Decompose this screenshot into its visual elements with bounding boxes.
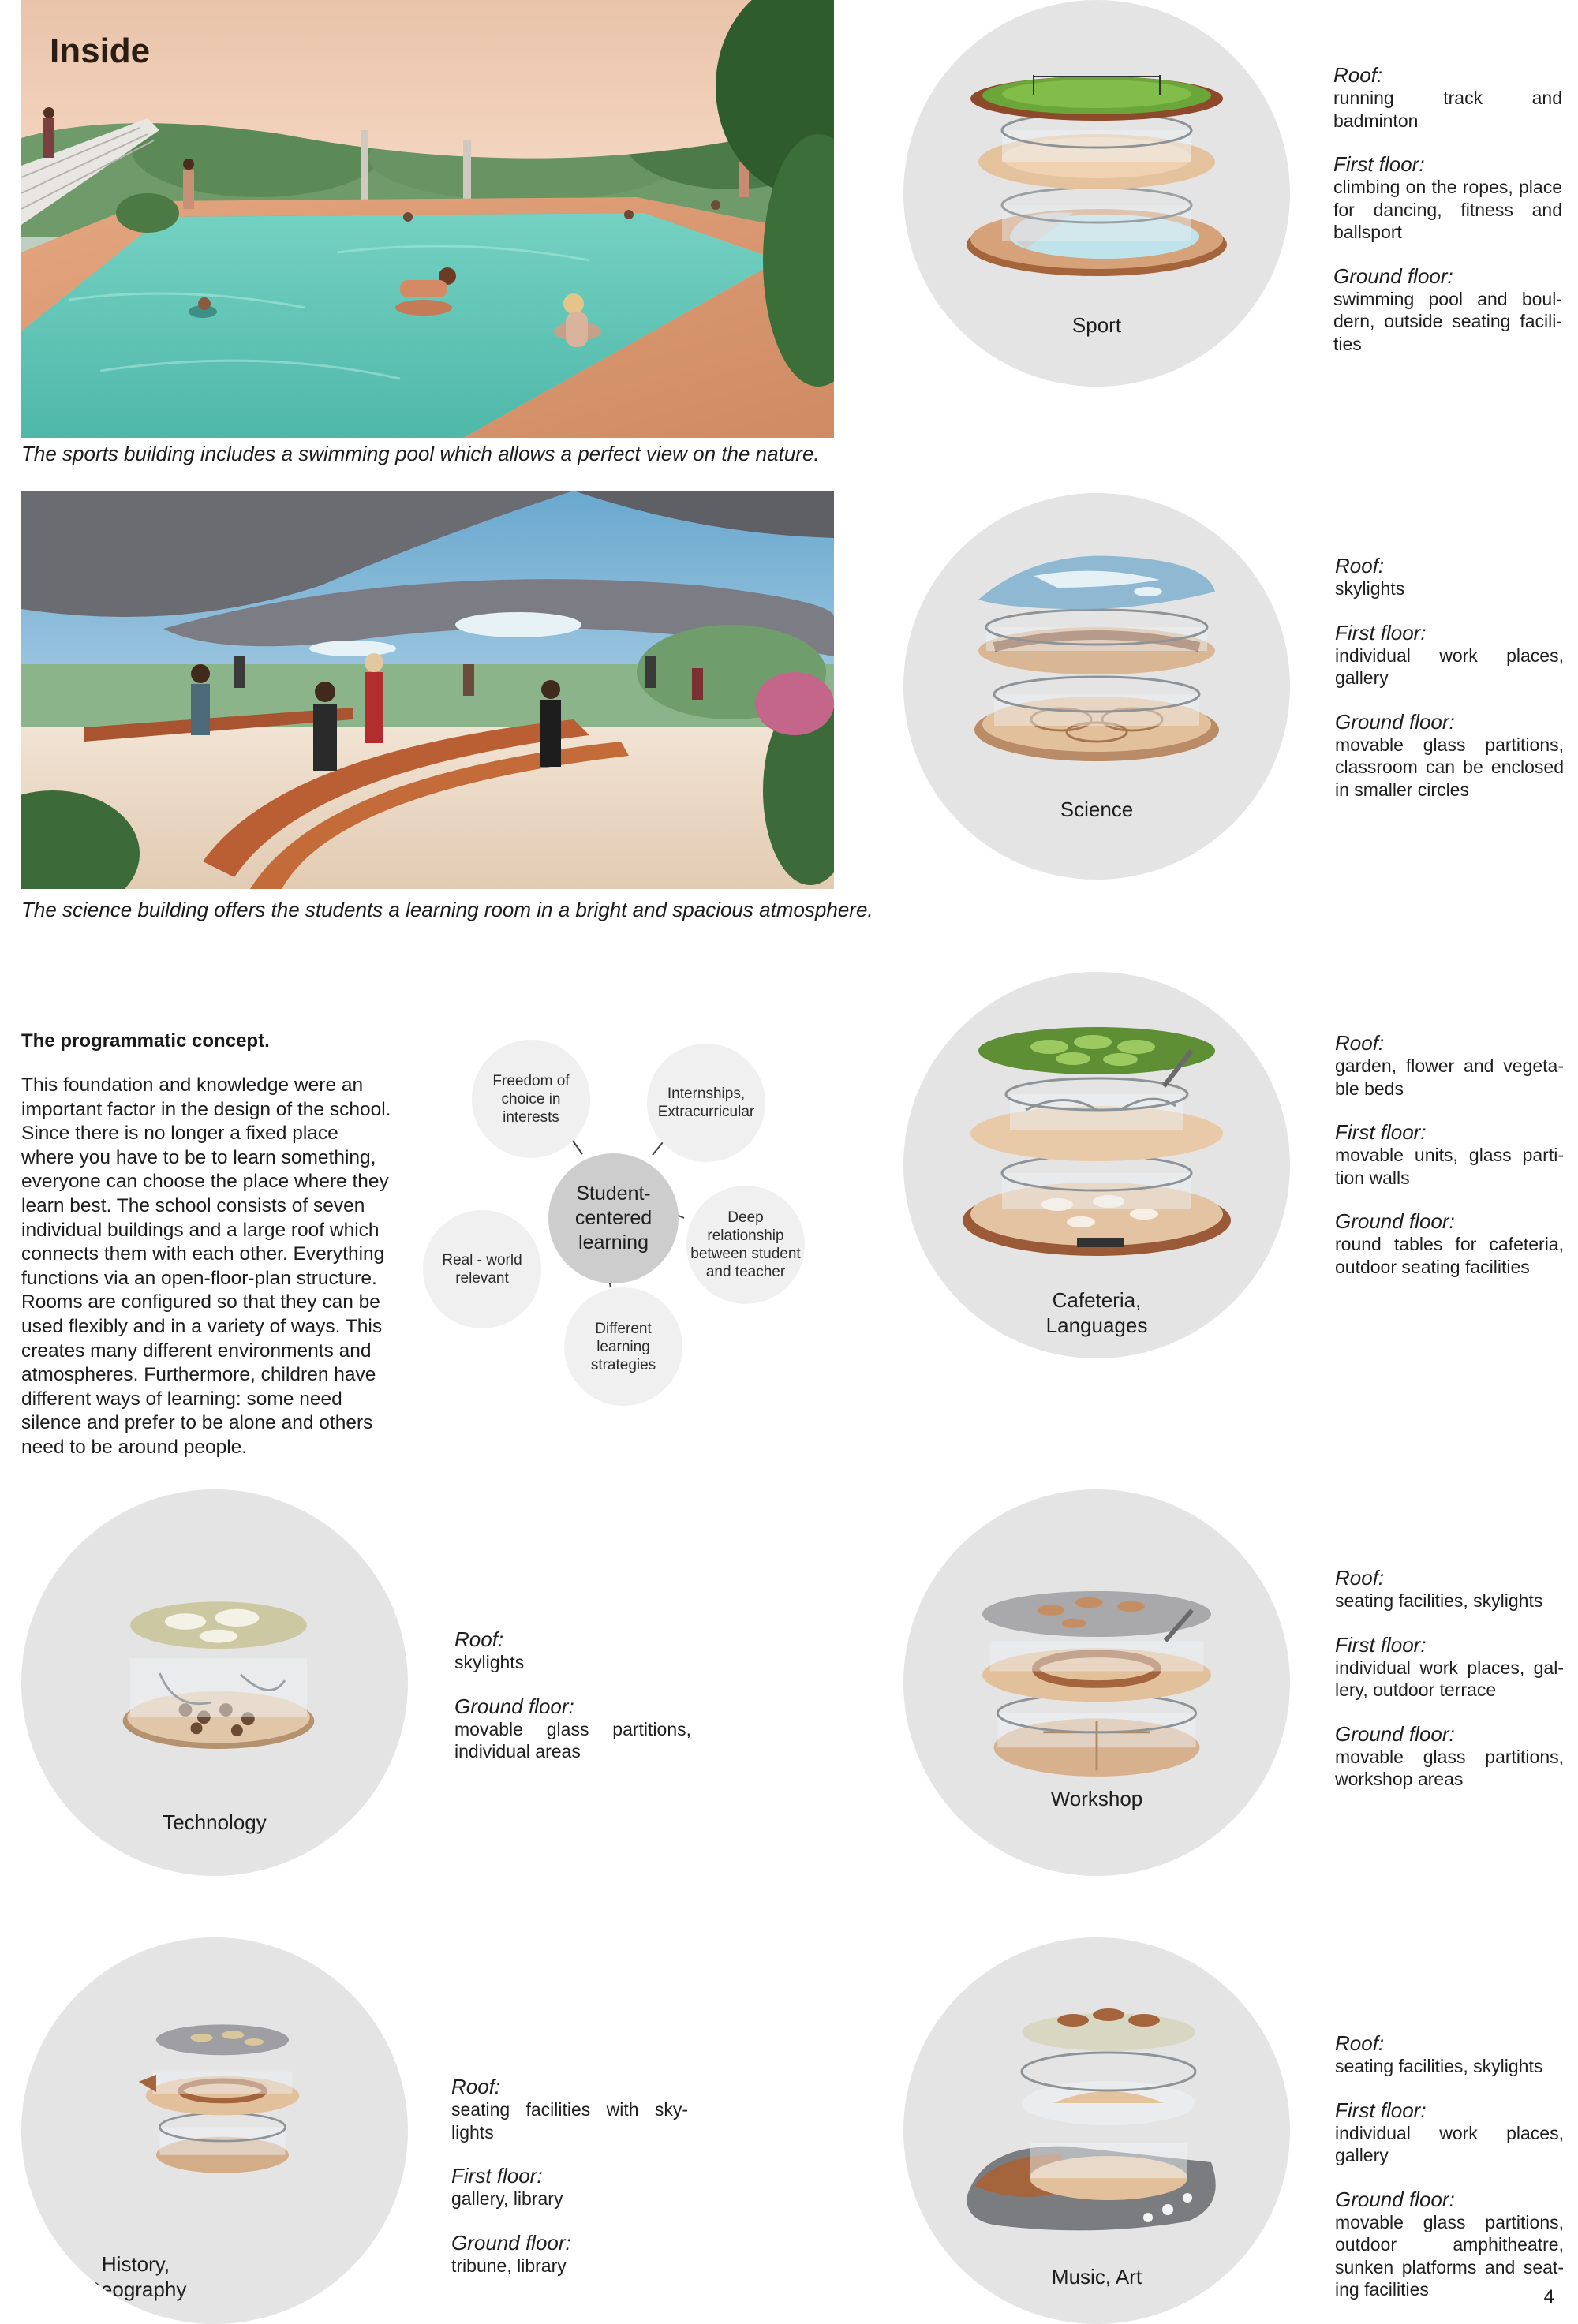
floor-level: First floor: xyxy=(1335,620,1427,645)
floor-level: Ground floor: xyxy=(1335,1209,1455,1233)
cafeteria-building-circle xyxy=(903,972,1290,1358)
sport-exploded-model xyxy=(939,59,1255,296)
bubble-line: strategies xyxy=(590,1356,656,1373)
workshop-label: Workshop xyxy=(1050,1787,1143,1810)
floor-level: First floor: xyxy=(1335,1632,1427,1657)
concept-heading: The programmatic concept. xyxy=(21,1030,270,1052)
technology-exploded-model xyxy=(108,1592,329,1762)
floor-text: seating facilities, skylights xyxy=(1335,2056,1543,2076)
music-building-circle xyxy=(903,1937,1290,2324)
bubble-line: Freedom of xyxy=(492,1072,570,1089)
bubble-line: between student xyxy=(690,1246,801,1262)
music-description xyxy=(1335,2031,1564,2322)
science-description xyxy=(1335,554,1564,821)
bubble-line: learning xyxy=(578,1231,649,1254)
floor-text: garden, flower and vegeta-ble beds xyxy=(1335,1056,1564,1099)
page-number: 4 xyxy=(1543,2286,1554,2307)
workshop-exploded-model xyxy=(959,1568,1235,1797)
bubble-line: Student- xyxy=(576,1183,651,1205)
cafeteria-description xyxy=(1335,1031,1564,1298)
floor-text: running track and badminton xyxy=(1333,88,1562,131)
floor-level: Roof: xyxy=(1335,1566,1385,1590)
floor-level: First floor: xyxy=(1333,152,1425,176)
floor-text: gallery, library xyxy=(451,2188,563,2209)
music-roof xyxy=(1335,2031,1564,2078)
floor-text: individual work places, gallery xyxy=(1335,645,1564,688)
floor-text: skylights xyxy=(1335,578,1405,599)
floor-text: tribune, library xyxy=(451,2255,567,2276)
bubble-line: Deep xyxy=(727,1209,764,1226)
floor-text: round tables for cafeteria, outdoor seating facilities xyxy=(1335,1234,1564,1277)
floor-text: individual work places, gallery xyxy=(1335,2122,1564,2165)
sport-description xyxy=(1333,63,1562,376)
floor-level: Ground floor: xyxy=(1335,2187,1455,2211)
floor-level: First floor: xyxy=(1335,2098,1427,2122)
history-first-floor xyxy=(451,2164,688,2210)
cafeteria-label xyxy=(903,1287,1290,1338)
bubble-line: interests xyxy=(503,1108,559,1126)
floor-text: individual work places, gal-lery, outdoor terrace xyxy=(1335,1657,1564,1700)
music-ground-floor xyxy=(1335,2188,1564,2301)
bubble-freedom-of-choice xyxy=(472,1040,590,1158)
floor-text: movable glass partitions, individual areas xyxy=(454,1718,691,1762)
sport-photo-caption: The sports building includes a swimming pool which allows a perfect view on the nature. xyxy=(21,442,820,465)
technology-roof xyxy=(454,1627,691,1674)
cafeteria-first-floor xyxy=(1335,1120,1564,1189)
science-render-image xyxy=(21,491,834,889)
floor-text: swimming pool and boul-dern, outside seating facili-ties xyxy=(1333,288,1562,354)
bubble-student-centered xyxy=(548,1153,679,1283)
music-label: Music, Art xyxy=(1051,2265,1142,2289)
history-description xyxy=(451,2075,688,2297)
bubble-line: Different xyxy=(595,1320,652,1337)
science-building-circle xyxy=(903,493,1290,880)
bubble-line: Internships, xyxy=(667,1085,746,1102)
bubble-different-strategies xyxy=(564,1287,682,1406)
science-photo-caption: The science building offers the students a learning room in a bright and spacious atmosphere. xyxy=(21,898,873,921)
floor-level: Ground floor: xyxy=(1333,263,1453,288)
sport-ground-floor xyxy=(1333,264,1562,356)
history-label xyxy=(21,2251,329,2302)
cafeteria-ground-floor xyxy=(1335,1209,1564,1278)
music-first-floor xyxy=(1335,2098,1564,2167)
floor-level: First floor: xyxy=(1335,1120,1427,1144)
label-line: Cafeteria, xyxy=(1052,1288,1142,1312)
floor-level: First floor: xyxy=(451,2164,543,2188)
floor-text: movable glass partitions, classroom can be enclosed in smaller circles xyxy=(1335,734,1564,800)
floor-text: climbing on the ropes, place for dancing, fitness and ballsport xyxy=(1333,177,1562,242)
bubble-line: relevant xyxy=(455,1270,509,1287)
bubble-real-world xyxy=(423,1210,541,1328)
bubble-line: learning xyxy=(596,1338,650,1355)
bubble-line: relationship xyxy=(707,1227,784,1244)
concept-body-text: This foundation and knowledge were an important factor in the design of the school. Since there is no longer a fixed place where you have to be to learn something, everyone can choose the place where they learn best. The school consists of seven individual buildings and a large roof which connects them with each other. Everything functions via an open-floor-plan structure. Rooms are configured so that they can be used flexibly and in a variety of ways. This creates many different environments and atmospheres. Furthermore, children have different ways of learning: some need silence and prefer to be alone and others need to be around people. xyxy=(21,1074,391,1458)
floor-level: Roof: xyxy=(1335,554,1385,577)
history-ground-floor xyxy=(451,2231,688,2277)
history-exploded-model xyxy=(132,2008,313,2190)
floor-text: movable glass partitions, workshop areas xyxy=(1335,1746,1564,1789)
bubble-line: Extracurricular xyxy=(657,1104,755,1120)
floor-level: Roof: xyxy=(454,1627,504,1651)
music-exploded-model xyxy=(951,1985,1235,2237)
science-first-floor xyxy=(1335,621,1564,689)
inside-title: Inside xyxy=(50,32,151,70)
cafeteria-roof xyxy=(1335,1031,1564,1100)
floor-level: Ground floor: xyxy=(454,1694,574,1718)
technology-label: Technology xyxy=(163,1810,267,1834)
technology-ground-floor xyxy=(454,1694,691,1763)
bubble-deep-relationship xyxy=(686,1186,805,1304)
science-exploded-model xyxy=(939,544,1255,781)
floor-level: Roof: xyxy=(1335,1031,1385,1055)
history-roof xyxy=(451,2075,688,2143)
bubble-line: and teacher xyxy=(705,1264,786,1280)
technology-description xyxy=(454,1627,691,1784)
floor-text: skylights xyxy=(454,1652,525,1672)
workshop-ground-floor xyxy=(1335,1722,1564,1791)
history-building-circle xyxy=(21,1937,408,2324)
floor-level: Roof: xyxy=(1335,2031,1385,2055)
workshop-description xyxy=(1335,1566,1564,1811)
technology-building-circle xyxy=(21,1489,408,1876)
science-hall-photo xyxy=(21,491,834,889)
floor-level: Roof: xyxy=(1333,63,1383,87)
bubble-line: centered xyxy=(574,1207,653,1229)
label-line: Geography xyxy=(84,2277,187,2301)
science-ground-floor xyxy=(1335,710,1564,801)
bubble-line: Real - world xyxy=(442,1252,522,1268)
label-line: History, xyxy=(101,2252,170,2276)
sport-first-floor xyxy=(1333,152,1562,244)
sport-label: Sport xyxy=(1071,313,1122,337)
label-line: Languages xyxy=(1045,1313,1148,1337)
workshop-roof xyxy=(1335,1566,1564,1612)
floor-text: seating facilities with sky-lights xyxy=(451,2099,688,2143)
science-label: Science xyxy=(1060,798,1134,821)
floor-text: movable units, glass parti-tion walls xyxy=(1335,1145,1564,1188)
cafeteria-exploded-model xyxy=(939,1015,1255,1268)
swimming-pool-photo xyxy=(21,0,834,438)
floor-level: Ground floor: xyxy=(1335,1721,1455,1746)
workshop-first-floor xyxy=(1335,1633,1564,1702)
floor-level: Roof: xyxy=(451,2075,501,2098)
floor-level: Ground floor: xyxy=(451,2230,571,2255)
sport-roof xyxy=(1333,63,1562,132)
sport-building-circle xyxy=(903,0,1290,387)
bubble-line: choice in xyxy=(501,1090,561,1108)
science-roof xyxy=(1335,554,1564,600)
workshop-building-circle xyxy=(903,1489,1290,1876)
floor-text: movable glass partitions, outdoor amphitheatre, sunken platforms and seat-ing facilities xyxy=(1335,2211,1564,2300)
bubble-internships xyxy=(647,1044,765,1162)
floor-level: Ground floor: xyxy=(1335,709,1455,734)
floor-text: seating facilities, skylights xyxy=(1335,1590,1543,1611)
